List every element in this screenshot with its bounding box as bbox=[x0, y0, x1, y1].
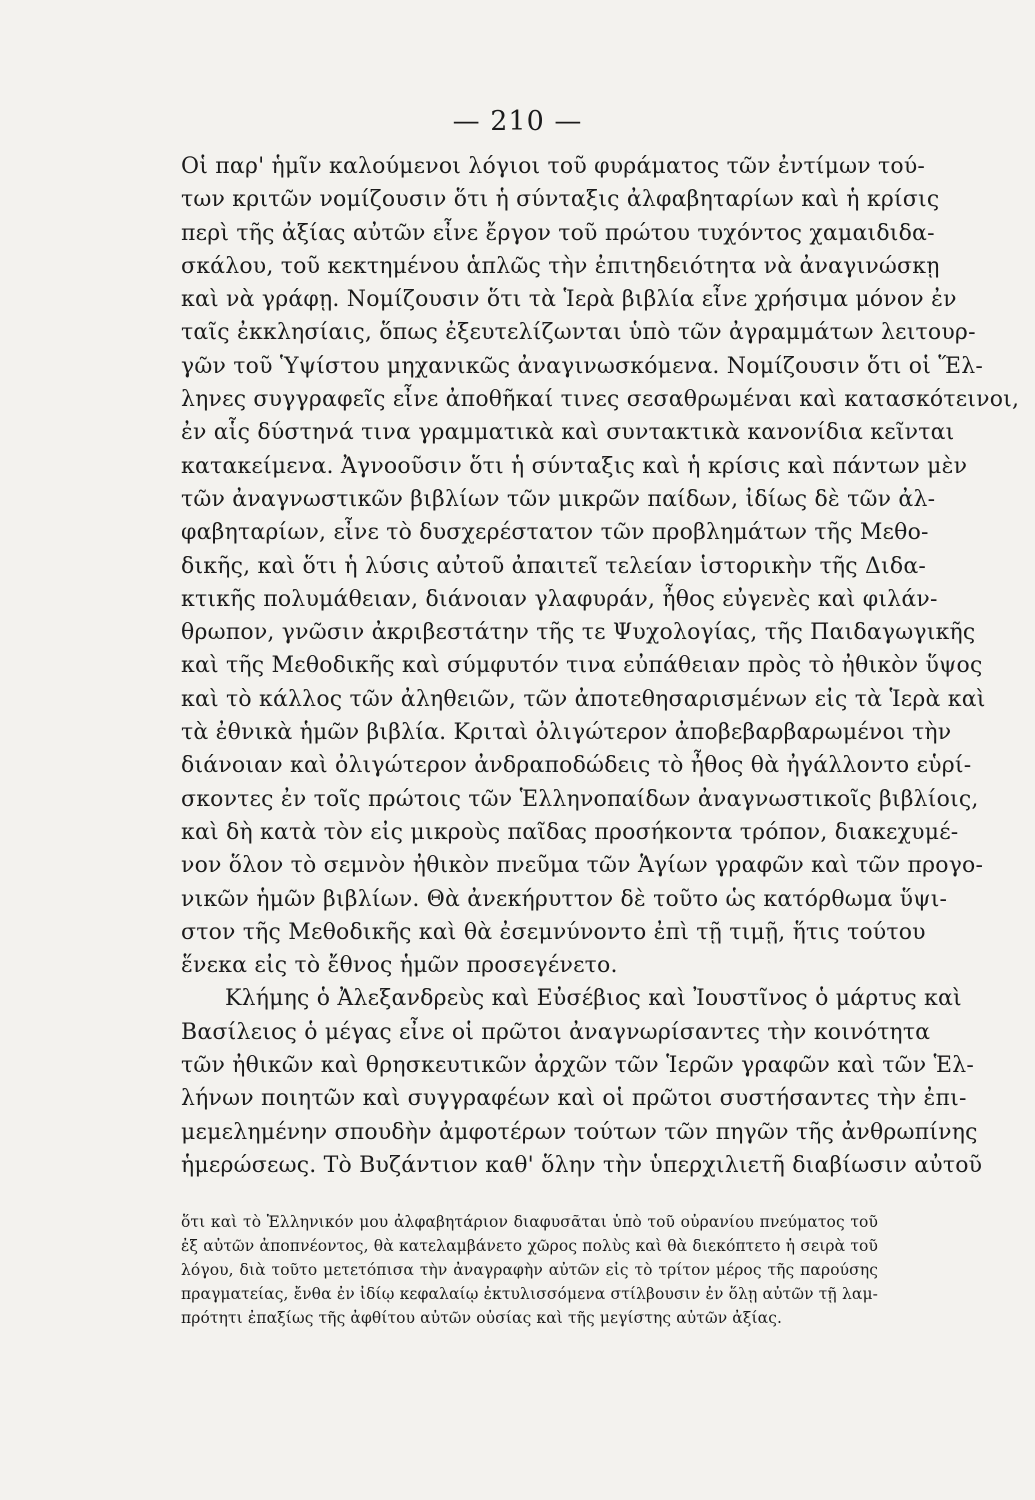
text-line: θρωπον, γνῶσιν ἀκριβεστάτην τῆς τε Ψυχολογίας, τῆς Παιδαγωγικῆς bbox=[181, 620, 976, 646]
text-line: στον τῆς Μεθοδικῆς καὶ θὰ ἐσεμνύνοντο ἐπὶ τῇ τιμῇ, ἥτις τούτου bbox=[181, 919, 926, 945]
text-line: Βασίλειος ὁ μέγας εἶνε οἱ πρῶτοι ἀναγνωρίσαντες τὴν κοινότητα bbox=[181, 1019, 931, 1045]
text-line: περὶ τῆς ἀξίας αὐτῶν εἶνε ἔργον τοῦ πρώτου τυχόντος χαμαιδιδα- bbox=[181, 220, 935, 246]
text-line: ληνες συγγραφεῖς εἶνε ἀποθῆκαί τινες σεσαθρωμέναι καὶ κατασκότεινοι, bbox=[181, 387, 1020, 413]
footnote-line: πραγματείας, ἔνθα ἐν ἰδίῳ κεφαλαίῳ ἐκτυλισσόμενα στίλβουσιν ἐν ὅλῃ αὐτῶν τῇ λαμ- bbox=[181, 1285, 878, 1303]
text-line-paragraph-start: Κλήμης ὁ Ἀλεξανδρεὺς καὶ Εὐσέβιος καὶ Ἰουστῖνος ὁ μάρτυς καὶ bbox=[225, 986, 962, 1012]
text-line: νον ὅλον τὸ σεμνὸν ἠθικὸν πνεῦμα τῶν Ἁγίων γραφῶν καὶ τῶν προγο- bbox=[181, 853, 984, 879]
text-line: σκοντες ἐν τοῖς πρώτοις τῶν Ἑλληνοπαίδων ἀναγνωστικοῖς βιβλίοις, bbox=[181, 786, 979, 812]
text-line: νικῶν ἡμῶν βιβλίων. Θὰ ἀνεκήρυττον δὲ τοῦτο ὡς κατόρθωμα ὕψι- bbox=[181, 886, 948, 912]
text-line: καὶ τῆς Μεθοδικῆς καὶ σύμφυτόν τινα εὐπάθειαν πρὸς τὸ ἠθικὸν ὕψος bbox=[181, 653, 983, 679]
text-line: δικῆς, καὶ ὅτι ἡ λύσις αὐτοῦ ἀπαιτεῖ τελείαν ἱστορικὴν τῆς Διδα- bbox=[181, 553, 927, 579]
body-text bbox=[181, 150, 1020, 1182]
text-line: σκάλου, τοῦ κεκτημένου ἁπλῶς τὴν ἐπιτηδειότητα νὰ ἀναγινώσκῃ bbox=[181, 253, 940, 279]
text-line: ταῖς ἐκκλησίαις, ὅπως ἐξευτελίζωνται ὑπὸ τῶν ἀγραμμάτων λειτουρ- bbox=[181, 320, 976, 346]
text-line: τῶν ἠθικῶν καὶ θρησκευτικῶν ἀρχῶν τῶν Ἱερῶν γραφῶν καὶ τῶν Ἑλ- bbox=[181, 1053, 975, 1079]
text-line: φαβηταρίων, εἶνε τὸ δυσχερέστατον τῶν προβλημάτων τῆς Μεθο- bbox=[181, 520, 929, 546]
text-line: ἡμερώσεως. Τὸ Βυζάντιον καθ' ὅλην τὴν ὑπερχιλιετῆ διαβίωσιν αὐτοῦ bbox=[181, 1152, 983, 1178]
text-line: Οἱ παρ' ἡμῖν καλούμενοι λόγιοι τοῦ φυράματος τῶν ἐντίμων τού- bbox=[181, 154, 926, 179]
text-line: ἐν αἷς δύστηνά τινα γραμματικὰ καὶ συντακτικὰ κανονίδια κεῖνται bbox=[181, 420, 955, 446]
text-line-paragraph-end: ἕνεκα εἰς τὸ ἔθνος ἡμῶν προσεγένετο. bbox=[181, 953, 618, 979]
footnote bbox=[181, 1210, 878, 1330]
text-line: λήνων ποιητῶν καὶ συγγραφέων καὶ οἱ πρῶτοι συστήσαντες τὴν ἐπι- bbox=[181, 1086, 967, 1112]
footnote-line: ὅτι καὶ τὸ Ἑλληνικόν μου ἀλφαβητάριον διαφυσᾶται ὑπὸ τοῦ οὐρανίου πνεύματος τοῦ bbox=[181, 1213, 878, 1231]
text-line: καὶ τὸ κάλλος τῶν ἀληθειῶν, τῶν ἀποτεθησαρισμένων εἰς τὰ Ἱερὰ καὶ bbox=[181, 686, 986, 712]
text-line: τῶν ἀναγνωστικῶν βιβλίων τῶν μικρῶν παίδων, ἰδίως δὲ τῶν ἀλ- bbox=[181, 486, 936, 512]
footnote-line: ἐξ αὐτῶν ἀποπνέοντος, θὰ κατελαμβάνετο χῶρος πολὺς καὶ θὰ διεκόπτετο ἡ σειρὰ τοῦ bbox=[181, 1237, 878, 1255]
text-line: διάνοιαν καὶ ὀλιγώτερον ἀνδραποδώδεις τὸ ἦθος θὰ ἠγάλλοντο εὑρί- bbox=[181, 753, 972, 779]
text-line: κατακείμενα. Ἀγνοοῦσιν ὅτι ἡ σύνταξις καὶ ἡ κρίσις καὶ πάντων μὲν bbox=[181, 453, 968, 479]
footnote-line: λόγου, διὰ τοῦτο μετετόπισα τὴν ἀναγραφὴν αὐτῶν εἰς τὸ τρίτον μέρος τῆς παρούσης bbox=[181, 1261, 878, 1279]
text-line: γῶν τοῦ Ὑψίστου μηχανικῶς ἀναγινωσκόμενα. Νομίζουσιν ὅτι οἱ Ἕλ- bbox=[181, 353, 984, 379]
text-line: μεμελημένην σπουδὴν ἀμφοτέρων τούτων τῶν πηγῶν τῆς ἀνθρωπίνης bbox=[181, 1119, 978, 1145]
text-line: των κριτῶν νομίζουσιν ὅτι ἡ σύνταξις ἀλφαβηταρίων καὶ ἡ κρίσις bbox=[181, 187, 940, 213]
text-line: καὶ δὴ κατὰ τὸν εἰς μικροὺς παῖδας προσήκοντα τρόπον, διακεχυμέ- bbox=[181, 819, 959, 845]
text-line: τὰ ἐθνικὰ ἡμῶν βιβλία. Κριταὶ ὀλιγώτερον ἀποβεβαρβαρωμένοι τὴν bbox=[181, 720, 952, 746]
text-line: καὶ νὰ γράφῃ. Νομίζουσιν ὅτι τὰ Ἱερὰ βιβλία εἶνε χρήσιμα μόνον ἐν bbox=[181, 287, 957, 313]
page-number: — 210 — bbox=[452, 106, 583, 137]
text-line: κτικῆς πολυμάθειαν, διάνοιαν γλαφυράν, ἦθος εὐγενὲς καὶ φιλάν- bbox=[181, 586, 938, 612]
footnote-line: πρότητι ἐπαξίως τῆς ἀφθίτου αὐτῶν οὐσίας καὶ τῆς μεγίστης αὐτῶν ἀξίας. bbox=[181, 1309, 783, 1327]
